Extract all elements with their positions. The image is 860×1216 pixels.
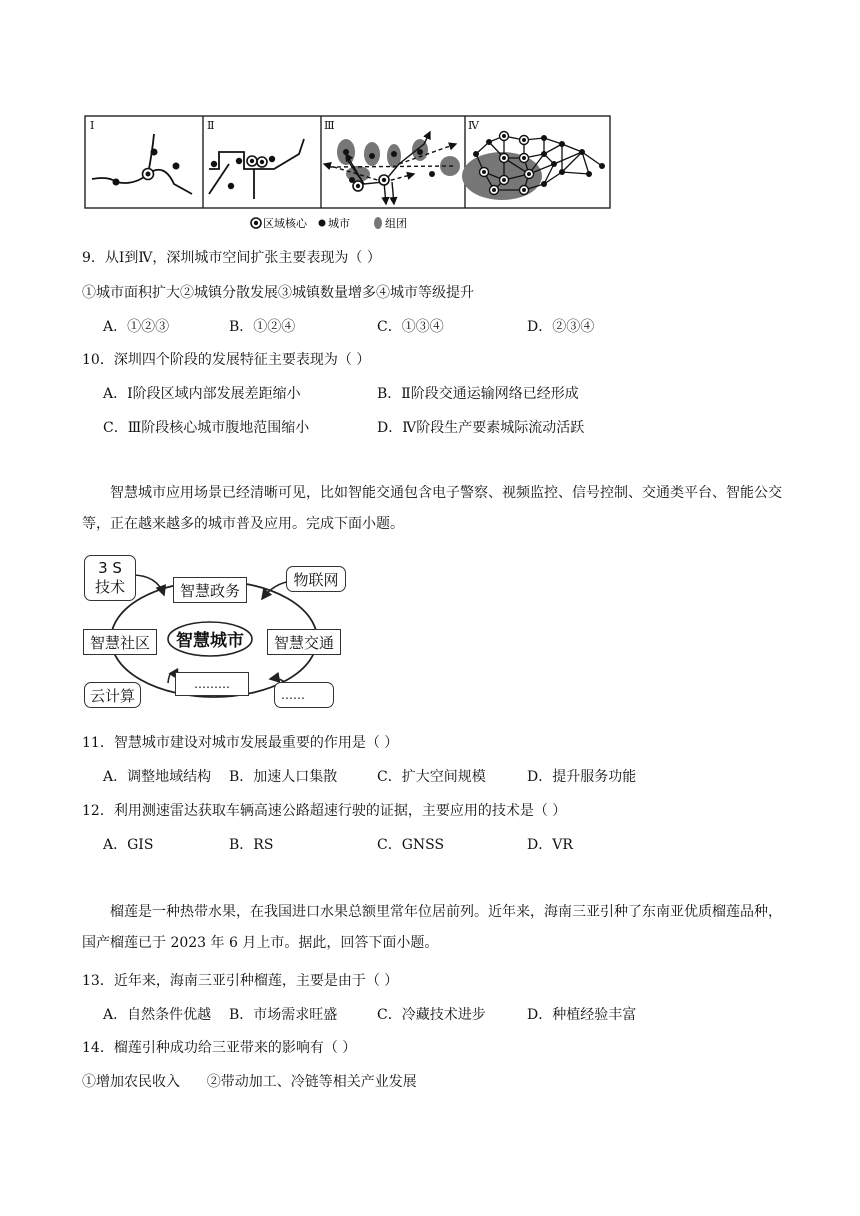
question-10-option-d[interactable]: D．Ⅳ阶段生产要素城际流动活跃 (377, 420, 585, 436)
legend-cluster-label: 组团 (385, 217, 407, 230)
question-11-option-b[interactable]: B．加速人口集散 (229, 769, 338, 785)
tech-3s-line2: 技术 (94, 578, 125, 596)
question-10-option-a[interactable]: A．Ⅰ阶段区域内部发展差距缩小 (103, 386, 301, 402)
stage-2-diagram (209, 139, 304, 199)
smart-city-center-label: 智慧城市 (176, 631, 244, 651)
question-13-option-d[interactable]: D．种植经验丰富 (527, 1007, 637, 1023)
question-9-option-c[interactable]: C．①③④ (377, 319, 444, 335)
question-11-option-a[interactable]: A．调整地域结构 (103, 769, 212, 785)
iot-box (286, 566, 346, 592)
question-14-items: ①增加农民收入 ②带动加工、冷链等相关产业发展 (82, 1074, 417, 1090)
legend-city-label: 城市 (328, 217, 350, 230)
question-9-option-b[interactable]: B．①②④ (229, 319, 296, 335)
more-services-label: ……… (194, 677, 230, 691)
smart-city-figure (82, 553, 352, 713)
stage-2-label: Ⅱ (207, 119, 215, 132)
stage-3-label: Ⅲ (324, 119, 335, 132)
question-12-option-d[interactable]: D．VR (527, 837, 573, 853)
smart-community-box (83, 629, 157, 655)
question-11-option-d[interactable]: D．提升服务功能 (527, 769, 637, 785)
question-9-option-a[interactable]: A．①②③ (103, 319, 170, 335)
legend-core-label: 区域核心 (263, 217, 307, 230)
figure-legend (251, 216, 407, 230)
cloud-computing-label: 云计算 (89, 686, 135, 705)
smart-government-box (173, 577, 247, 603)
question-11-stem: 11．智慧城市建设对城市发展最重要的作用是（ ） (82, 735, 399, 751)
smart-city-passage: 智慧城市应用场景已经清晰可见，比如智能交通包含电子警察、视频监控、信号控制、交通类平台、智能公交等，正在越来越多的城市普及应用。完成下面小题。 (82, 485, 782, 532)
smart-community-label: 智慧社区 (89, 633, 150, 652)
question-9-items: ①城市面积扩大②城镇分散发展③城镇数量增多④城市等级提升 (82, 285, 474, 301)
question-10-option-b[interactable]: B．Ⅱ阶段交通运输网络已经形成 (377, 386, 579, 402)
more-tech-label: …… (281, 688, 305, 702)
question-13-stem: 13．近年来，海南三亚引种榴莲，主要是由于（ ） (82, 973, 399, 989)
question-13-option-b[interactable]: B．市场需求旺盛 (229, 1007, 338, 1023)
question-11-option-c[interactable]: C．扩大空间规模 (377, 769, 486, 785)
question-9-stem: 9．从Ⅰ到Ⅳ，深圳城市空间扩张主要表现为（ ） (82, 250, 381, 266)
smart-transport-box (267, 629, 341, 655)
smart-government-label: 智慧政务 (179, 581, 240, 600)
stage-4-diagram (462, 132, 605, 201)
smart-transport-label: 智慧交通 (273, 633, 334, 652)
question-13-option-c[interactable]: C．冷藏技术进步 (377, 1007, 486, 1023)
question-14-stem: 14．榴莲引种成功给三亚带来的影响有（ ） (82, 1040, 357, 1056)
question-12-option-c[interactable]: C．GNSS (377, 837, 445, 853)
stage-3-diagram (324, 132, 460, 204)
more-services-box (175, 672, 249, 696)
question-12-option-b[interactable]: B．RS (229, 837, 274, 853)
cloud-computing-box (84, 682, 141, 708)
stage-1-label: Ⅰ (90, 119, 95, 132)
question-9-option-d[interactable]: D．②③④ (527, 319, 595, 335)
durian-passage: 榴莲是一种热带水果，在我国进口水果总额里常年位居前列。近年来，海南三亚引种了东南亚优质榴莲品种，国产榴莲已于 2023 年 6 月上市。据此，回答下面小题。 (82, 904, 782, 951)
question-10-stem: 10．深圳四个阶段的发展特征主要表现为（ ） (82, 352, 371, 368)
tech-3s-line1: 3 S (98, 559, 122, 577)
iot-label: 物联网 (293, 570, 339, 589)
question-12-stem: 12．利用测速雷达获取车辆高速公路超速行驶的证据，主要应用的技术是（ ） (82, 803, 567, 819)
question-12-option-a[interactable]: A．GIS (103, 837, 154, 853)
stage-4-label: Ⅳ (468, 119, 479, 132)
shenzhen-stages-figure (84, 114, 614, 234)
tech-3s-box (84, 555, 136, 601)
question-13-option-a[interactable]: A．自然条件优越 (103, 1007, 212, 1023)
more-tech-box (274, 682, 334, 708)
question-10-option-c[interactable]: C．Ⅲ阶段核心城市腹地范围缩小 (103, 420, 310, 436)
